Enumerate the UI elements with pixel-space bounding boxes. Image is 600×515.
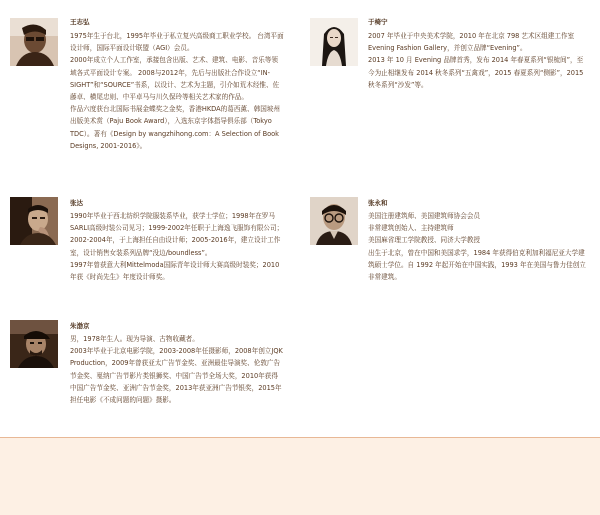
bio-paragraph: 美国麻省理工学院教授、同济大学教授 [368,236,481,245]
person-bio [368,30,588,91]
portrait-man-round-glasses-icon [310,197,358,245]
bio-paragraph: 1975年生于台北，1995年毕业于私立复兴高级商工职业学校。 台湾平面设计师，国际平面设计联盟（AGI）会员。 [70,32,284,53]
bio-paragraph: 2007 年毕业于中央美术学院，2010 年在北京 798 艺术区组建工作室 Evening Fashion Gallery，并创立品牌“Evening”。 [368,32,575,53]
person-bio [70,210,284,283]
portrait-man-hand-on-face-icon [10,197,58,245]
bio-paragraph: 2013 年 10 月 Evening 品牌首秀，发布 2014 年春夏系列“银梳间”，至今为止相继发布 2014 秋冬系列“五禽戏”，2015 春夏系列“侧影”，2015 秋冬系列“沙发”等。 [368,56,584,89]
person-name: 朱渤京 [70,322,90,330]
bio-paragraph: 2003年毕业于北京电影学院，2003-2008年任摄影师，2008年创立JQK Production，2009年曾获亚太广告节金奖、亚洲最佳导演奖、伦敦广告节金奖、戛纳广告节影片类银狮奖、中国广告节全场大奖，2010年获得中国广告节金奖、亚洲广告节金奖，2013年获亚洲广告节银奖，2015年担任电影《不成问题的问题》摄影。 [70,347,283,405]
bio-paragraph: 非常建筑创始人、主持建筑师 [368,224,454,233]
bio-paragraph: 1990年毕业于西北纺织学院服装系毕业，获学士学位；1998年在罗马SARLI高级时装公司见习；1999-2002年任职于上海逸飞服饰有限公司；2002-2004年，于上海担任自由设计师；2005-2016年，建立设计工作室，设计销售女装系列品牌“没边/boundless”。 [70,212,284,257]
portrait-man-glasses-icon [10,18,58,66]
person-name: 张达 [70,199,83,207]
bio-paragraph: 作品六度获台北国际书展金蝶奖之金奖，香港HKDA的葛西薰、韩国坡州出版美术赏（Paju Book Award），入选东京字体指导俱乐部（Tokyo TDC）。著有《Design by wangzhihong.com：A Selection of Book Designs, 2001-2016》。 [70,105,280,150]
person-name: 王志弘 [70,18,90,26]
person-name: 于椅宁 [368,18,388,26]
footer-band [0,438,600,515]
bio-paragraph: 美国注册建筑师、美国建筑师协会会员 [368,212,481,220]
person-bio [368,210,588,283]
bio-paragraph: 出生于北京，曾在中国和美国求学，1984 年获得伯克利加利福尼亚大学建筑硕士学位。自 1992 年起开始在中国实践，1993 年在美国与鲁力佳创立非常建筑。 [368,248,586,282]
bio-paragraph: 1997年曾获意大利Mittelmoda国际青年设计师大赛高级时装奖；2010年获《时尚先生》年度设计师奖。 [70,260,280,282]
person-name: 张永和 [368,199,388,207]
portrait-woman-long-hair-icon [310,18,358,66]
person-bio [70,30,284,152]
bio-paragraph: 2000年成立个人工作室，承接包含出版、艺术、建筑、电影、音乐等领域各式平面设计专案。 2008与2012年，先后与出版社合作设立“IN-SIGHT”和“SOURCE”书系，以设计、艺术为主题，引介如荒木经惟、佐藤卓、横尾忠则、中平卓马与川久保玲等相关艺术家的作品。 [70,56,280,102]
bio-paragraph: 男，1978年生人。现为导演、古物收藏者。 [70,335,199,343]
person-bio [70,333,284,406]
portrait-man-cap-icon [10,320,58,368]
